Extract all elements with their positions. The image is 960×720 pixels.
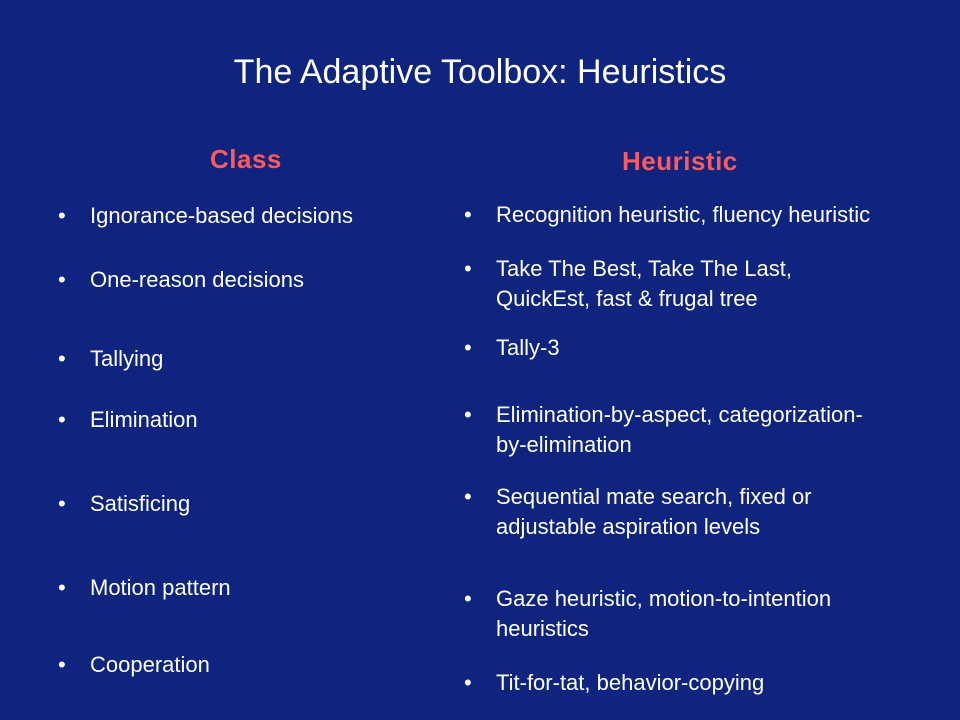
bullet-icon: • [58, 203, 66, 228]
class-item-label: Tallying [90, 346, 164, 371]
class-item [58, 573, 231, 603]
heuristic-item-line: Sequential mate search, fixed or [496, 484, 812, 509]
heuristic-item [464, 200, 871, 230]
class-item-label: One-reason decisions [90, 267, 305, 292]
bullet-icon: • [464, 335, 472, 360]
bullet-icon: • [58, 575, 66, 600]
heuristic-item-line: heuristics [496, 616, 589, 641]
heuristic-item-line: Elimination-by-aspect, categorization- [496, 402, 863, 427]
heuristic-item-line: Take The Best, Take The Last, [496, 256, 792, 281]
bullet-icon: • [464, 586, 472, 611]
bullet-icon: • [58, 491, 66, 516]
bullet-icon: • [464, 402, 472, 427]
class-item-label: Cooperation [90, 652, 210, 677]
column-header-heuristic: Heuristic [622, 146, 738, 176]
class-item-label: Ignorance-based decisions [90, 203, 353, 228]
class-item [58, 265, 305, 295]
slide-title: The Adaptive Toolbox: Heuristics [233, 53, 727, 91]
class-item [58, 650, 210, 680]
class-item-label: Elimination [90, 407, 198, 432]
bullet-icon: • [464, 256, 472, 281]
bullet-icon: • [464, 202, 472, 227]
bullet-icon: • [464, 670, 472, 695]
heuristic-item-line: Tit-for-tat, behavior-copying [496, 670, 765, 695]
heuristic-item-line: by-elimination [496, 432, 632, 457]
heuristic-item [464, 333, 560, 363]
heuristic-item [464, 400, 863, 460]
bullet-icon: • [58, 652, 66, 677]
heuristic-item-line: Recognition heuristic, fluency heuristic [496, 202, 871, 227]
class-item [58, 344, 164, 374]
bullet-icon: • [464, 484, 472, 509]
class-item [58, 201, 353, 231]
class-item [58, 405, 198, 435]
column-header-class: Class [210, 144, 282, 174]
bullet-icon: • [58, 407, 66, 432]
heuristic-item [464, 584, 832, 644]
heuristic-item-line: Gaze heuristic, motion-to-intention [496, 586, 832, 611]
heuristic-item-line: Tally-3 [496, 335, 560, 360]
bullet-icon: • [58, 267, 66, 292]
heuristic-item-line: QuickEst, fast & frugal tree [496, 286, 758, 311]
heuristic-item [464, 668, 765, 698]
heuristic-item [464, 254, 792, 314]
class-item-label: Satisficing [90, 491, 191, 516]
heuristic-item [464, 482, 812, 542]
class-item-label: Motion pattern [90, 575, 231, 600]
class-item [58, 489, 191, 519]
heuristic-item-line: adjustable aspiration levels [496, 514, 761, 539]
bullet-icon: • [58, 346, 66, 371]
